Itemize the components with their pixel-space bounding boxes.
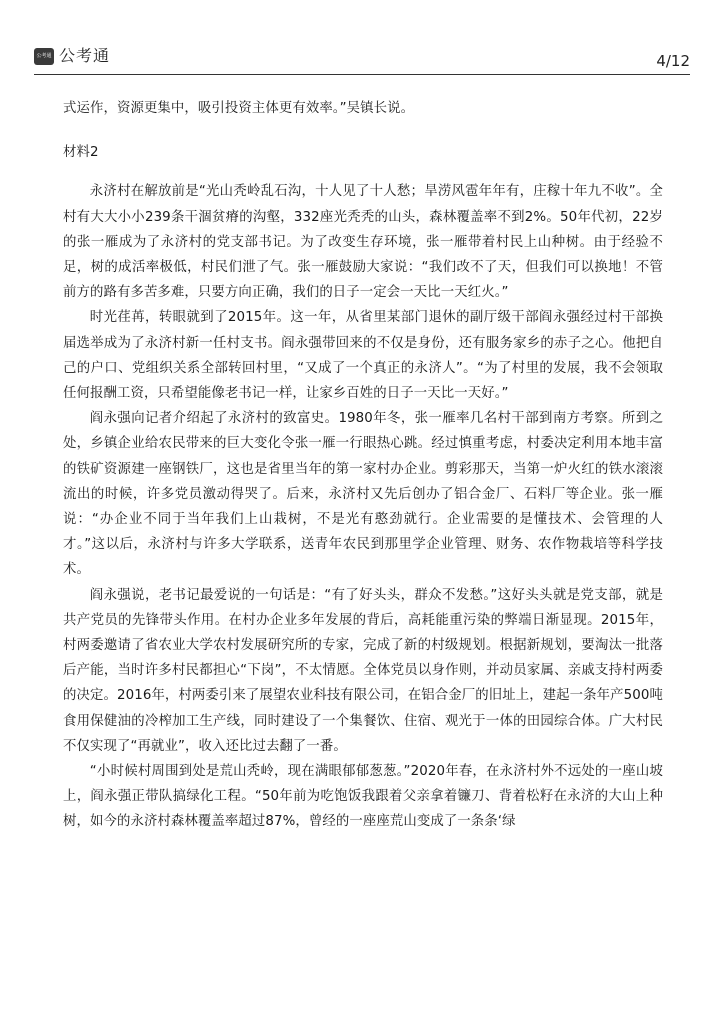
body-paragraph-4: 阎永强说，老书记最爱说的一句话是：“有了好头头，群众不发愁。”这好头头就是党支部，就是共产党员的先锋带头作用。在村办企业多年发展的背后，高耗能重污染的弊端日渐显现。2015年，村两委邀请了省农业大学农村发展研究所的专家，完成了新的村级规划。根据新规划，要淘汰一批落后产能，当时许多村民都担心“下岗”，不太情愿。全体党员以身作则，并动员家属、亲戚支持村两委的决定。2016年，村两委引来了展望农业科技有限公司，在铝合金厂的旧址上，建起一条年产500吨食用保健油的冷榨加工生产线，同时建设了一个集餐饮、住宿、观光于一体的田园综合体。广大村民不仅实现了“再就业”，收入还比过去翻了一番。 [63, 587, 663, 754]
page-header [34, 44, 690, 75]
document-body [63, 96, 663, 835]
body-paragraph-3: 阎永强向记者介绍起了永济村的致富史。1980年冬，张一雁率几名村干部到南方考察。所到之处，乡镇企业给农民带来的巨大变化令张一雁一行眼热心跳。经过慎重考虑，村委决定利用本地丰富的铁矿资源建一座钢铁厂，这也是省里当年的第一家村办企业。剪彩那天，当第一炉火红的铁水滚滚流出的时候，许多党员激动得哭了。后来，永济村又先后创办了铝合金厂、石料厂等企业。张一雁说：“办企业不同于当年我们上山栽树，不是光有憨劲就行。企业需要的是懂技术、会管理的人才。”这以后，永济村与许多大学联系，送青年农民到那里学企业管理、财务、农作物栽培等科学技术。 [63, 411, 663, 578]
section-heading: 材料2 [63, 145, 99, 161]
logo-text: 公考通 [59, 46, 111, 65]
page-number: 4/12 [656, 52, 690, 70]
continuation-paragraph: 式运作，资源更集中，吸引投资主体更有效率。”吴镇长说。 [63, 101, 415, 116]
body-paragraph-5: “小时候村周围到处是荒山秃岭，现在满眼郁郁葱葱。”2020年春，在永济村外不远处的一座山坡上，阎永强正带队搞绿化工程。“50年前为吃饱饭我跟着父亲拿着镰刀、背着松籽在永济的大山上种树，如今的永济村森林覆盖率超过87%，曾经的一座座荒山变成了一条条‘绿 [63, 764, 663, 830]
logo-icon: 公考通 [34, 48, 54, 65]
body-paragraph-1: 永济村在解放前是“光山秃岭乱石沟，十人见了十人愁；旱涝风雹年年有，庄稼十年九不收”。全村有大大小小239条干涸贫瘠的沟壑，332座光秃秃的山头，森林覆盖率不到2%。50年代初，22岁的张一雁成为了永济村的党支部书记。为了改变生存环境，张一雁带着村民上山种树。由于经验不足，树的成活率极低，村民们泄了气。张一雁鼓励大家说：“我们改不了天，但我们可以换地！不管前方的路有多苦多难，只要方向正确，我们的日子一定会一天比一天红火。” [63, 184, 663, 301]
body-paragraph-2: 时光荏苒，转眼就到了2015年。这一年，从省里某部门退休的副厅级干部阎永强经过村干部换届选举成为了永济村新一任村支书。阎永强带回来的不仅是身份，还有服务家乡的赤子之心。他把自己的户口、党组织关系全部转回村里，“又成了一个真正的永济人”。“为了村里的发展，我不会领取任何报酬工资，只希望能像老书记一样，让家乡百姓的日子一天比一天好。” [63, 310, 663, 402]
